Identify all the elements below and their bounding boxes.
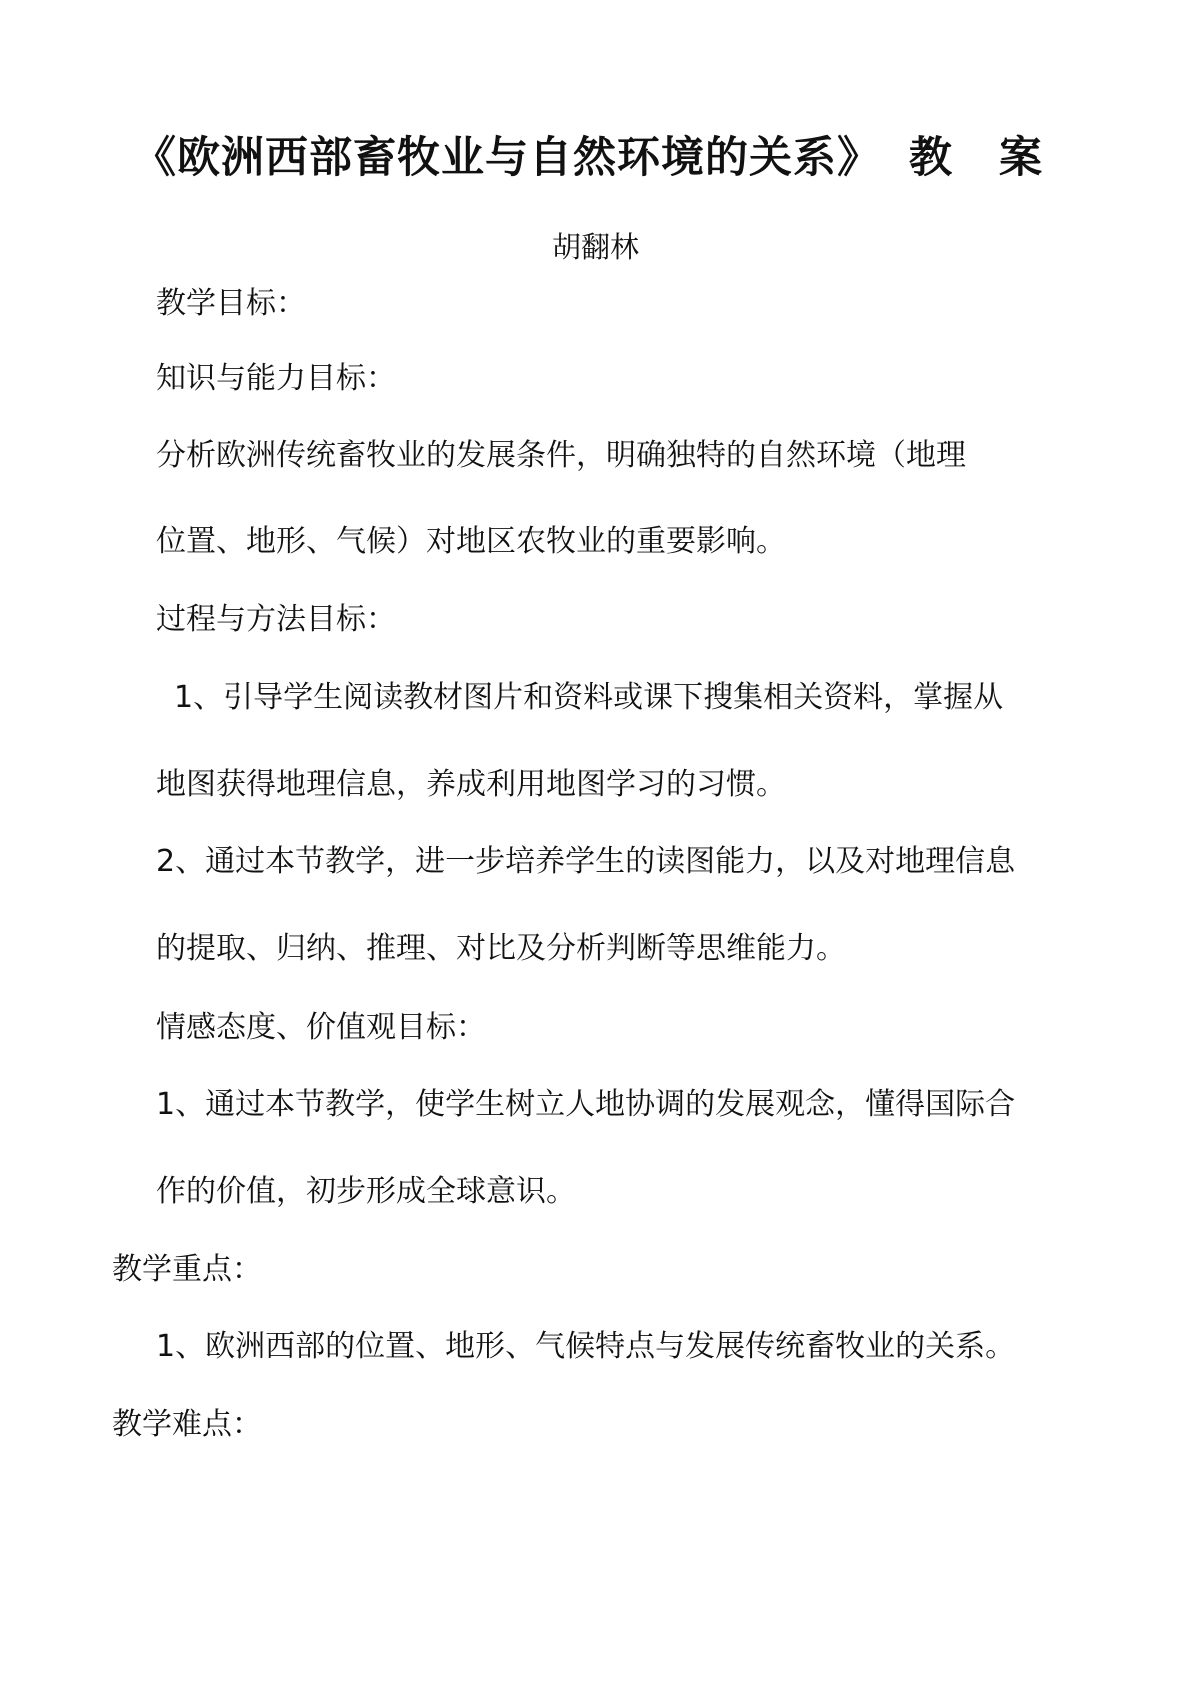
heading-key-points: 教学重点： (112, 1252, 262, 1287)
heading-attitude-goals: 情感态度、价值观目标： (156, 1010, 486, 1045)
paragraph-line: 分析欧洲传统畜牧业的发展条件，明确独特的自然环境（地理 (156, 438, 966, 473)
heading-difficult-points: 教学难点： (112, 1407, 262, 1442)
heading-process-goals: 过程与方法目标： (156, 602, 396, 637)
heading-knowledge-goals: 知识与能力目标： (156, 361, 396, 396)
heading-teaching-goals: 教学目标： (156, 286, 306, 321)
paragraph-line: 位置、地形、气候）对地区农牧业的重要影响。 (156, 524, 786, 559)
paragraph-line: 1、通过本节教学，使学生树立人地协调的发展观念，懂得国际合 (156, 1087, 1016, 1122)
paragraph-line: 2、通过本节教学，进一步培养学生的读图能力，以及对地理信息 (156, 844, 1016, 879)
paragraph-line: 的提取、归纳、推理、对比及分析判断等思维能力。 (156, 931, 846, 966)
paragraph-line: 作的价值，初步形成全球意识。 (156, 1174, 576, 1209)
document-title (0, 128, 1191, 188)
paragraph-line: 地图获得地理信息，养成利用地图学习的习惯。 (156, 767, 786, 802)
title-suffix: 教 案 (909, 133, 1058, 183)
author-name: 胡翻林 (551, 230, 639, 264)
paragraph-line: 1、欧洲西部的位置、地形、气候特点与发展传统畜牧业的关系。 (156, 1329, 1016, 1364)
paragraph-line: 1、引导学生阅读教材图片和资料或课下搜集相关资料，掌握从 (174, 680, 1004, 715)
title-main: 《欧洲西部畜牧业与自然环境的关系》 (133, 133, 881, 183)
